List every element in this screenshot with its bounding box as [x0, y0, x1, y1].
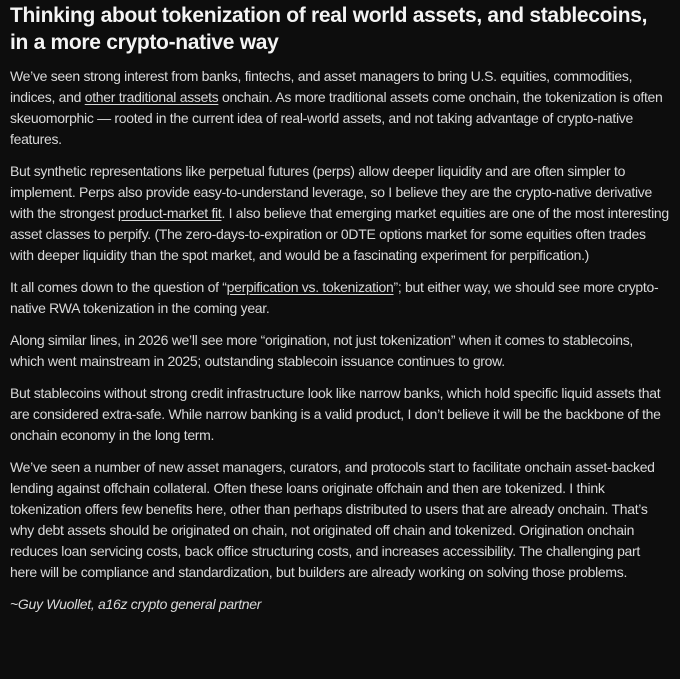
paragraph-text: We’ve seen strong interest from banks, fintechs, and asset managers to bring U.S. equities, commodities, indices, and	[10, 68, 633, 105]
paragraph-text: But synthetic representations like perpetual futures (perps) allow deeper liquidity and are often simpler to implement. Perps also provide easy-to-understand leverage, so I believe they are the crypto-native derivative with the strongest	[10, 163, 652, 221]
other-traditional-assets-link[interactable]: other traditional assets	[84, 89, 219, 105]
paragraph-onchain-lending	[10, 457, 670, 583]
paragraph-text: We’ve seen a number of new asset managers, curators, and protocols start to facilitate onchain asset-backed lending against offchain collateral. Often these loans originate offchain and then are tokenized. I think tokenization offers few benefits here, other than perhaps distributed to users that are already onchain. That’s why debt assets should be originated on chain, not originated off chain and tokenized. Origination onchain reduces loan servicing costs, back office structuring costs, and increases accessibility. The challenging part here will be compliance and standardization, but builders are already working on solving those problems.	[10, 459, 655, 580]
paragraph-text: ”; but either way, we should see more crypto-native RWA tokenization in the coming year.	[10, 279, 659, 316]
paragraph-narrow-banks	[10, 383, 670, 446]
paragraph-text: onchain. As more traditional assets come onchain, the tokenization is often skeuomorphic — rooted in the current idea of real-world assets, and not taking advantage of crypto-native features.	[10, 89, 663, 147]
paragraph-text: Along similar lines, in 2026 we’ll see more “origination, not just tokenization” when it comes to stablecoins, which went mainstream in 2025; outstanding stablecoin issuance continues to grow.	[10, 332, 633, 369]
paragraph-origination-stablecoins	[10, 330, 670, 372]
paragraph-text: . I also believe that emerging market equities are one of the most interesting asset classes to perpify. (The zero-days-to-expiration or 0DTE options market for some equities often trades with deeper liquidity than the spot market, and would be a fascinating experiment for perpification.)	[10, 205, 669, 263]
paragraph-text: But stablecoins without strong credit infrastructure look like narrow banks, which hold specific liquid assets that are considered extra-safe. While narrow banking is a valid product, I don’t believe it will be the backbone of the onchain economy in the long term.	[10, 385, 661, 443]
page-title: Thinking about tokenization of real world assets, and stablecoins, in a more crypto-native way	[10, 4, 648, 54]
paragraph-text: It all comes down to the question of “	[10, 279, 227, 295]
paragraph-interest-from-banks	[10, 66, 670, 150]
perpification-vs-tokenization-link[interactable]: perpification vs. tokenization	[226, 279, 394, 295]
author-signature: ~Guy Wuollet, a16z crypto general partner	[10, 596, 262, 612]
paragraph-perpification-question	[10, 277, 670, 319]
paragraph-synthetic-representations	[10, 161, 670, 266]
product-market-fit-link[interactable]: product-market fit	[117, 205, 222, 221]
